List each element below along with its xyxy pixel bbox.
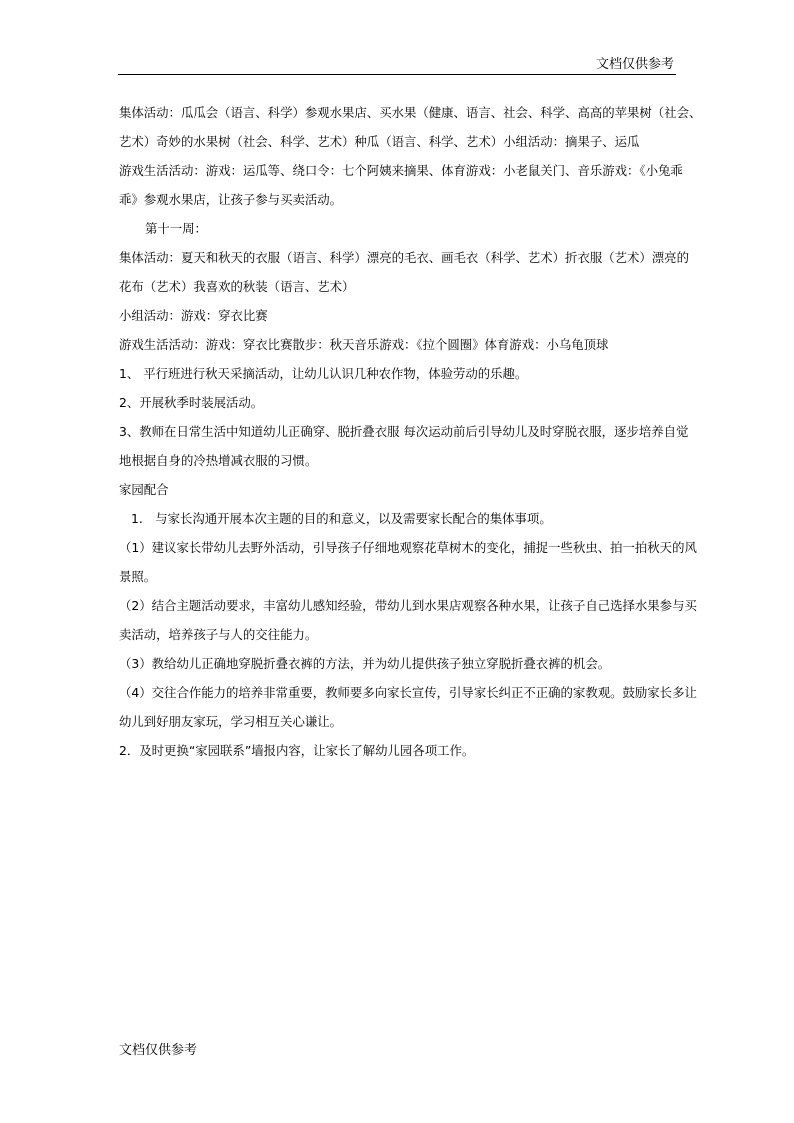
list-item: 2、开展秋季时装展活动。 — [119, 395, 264, 410]
list-item: 1. 与家长沟通开展本次主题的目的和意义，以及需要家长配合的集体事项。 — [131, 511, 552, 526]
list-item: 1、 平行班进行秋天采摘活动，让幼儿认识几种农作物，体验劳动的乐趣。 — [119, 366, 528, 381]
list-item: （3）教给幼儿正确地穿脱折叠衣裤的方法，并为幼儿提供孩子独立穿脱折叠衣裤的机会。 — [119, 656, 611, 671]
text-line: 乖》参观水果店，让孩子参与买卖活动。 — [119, 192, 343, 207]
text-line: 游戏生活活动：游戏：穿衣比赛散步：秋天音乐游戏：《拉个圆圈》体育游戏：小乌龟顶球 — [119, 337, 609, 352]
section-heading-home-school: 家园配合 — [119, 482, 169, 497]
text-line: 游戏生活活动：游戏：运瓜等、绕口令：七个阿姨来摘果、体育游戏：小老鼠关门、音乐游戏：《小兔乖 — [119, 163, 683, 178]
list-item: （2）结合主题活动要求，丰富幼儿感知经验，带幼儿到水果店观察各种水果，让孩子自己选择水果参与买 — [119, 598, 697, 613]
text-line: 地根据自身的冷热增减衣服的习惯。 — [119, 453, 318, 468]
text-line: 景照。 — [119, 569, 157, 584]
text-line: 集体活动：夏天和秋天的衣服（语言、科学）漂亮的毛衣、画毛衣（科学、艺术）折衣服（艺术）漂亮的 — [119, 250, 689, 265]
text-line: 幼儿到好朋友家玩，学习相互关心谦让。 — [119, 714, 343, 729]
document-body — [119, 98, 702, 765]
text-line: 艺术）奇妙的水果树（社会、科学、艺术）种瓜（语言、科学、艺术）小组活动：摘果子、运瓜 — [119, 134, 640, 149]
text-line: 小组活动：游戏：穿衣比赛 — [119, 308, 268, 323]
list-item: （1）建议家长带幼儿去野外活动，引导孩子仔细地观察花草树木的变化，捕捉一些秋虫、拍一拍秋天的风 — [119, 540, 697, 555]
text-line: 集体活动：瓜瓜会（语言、科学）参观水果店、买水果（健康、语言、社会、科学、高高的苹果树（社会、 — [119, 105, 702, 120]
header-divider — [118, 74, 676, 75]
page-header: 文档仅供参考 — [595, 57, 674, 72]
text-line: 卖活动，培养孩子与人的交往能力。 — [119, 627, 318, 642]
list-item: 3、教师在日常生活中知道幼儿正确穿、脱折叠衣服 每次运动前后引导幼儿及时穿脱衣服，逐步培养自觉 — [119, 424, 689, 439]
list-item: 2．及时更换“家园联系”墙报内容，让家长了解幼儿园各项工作。 — [119, 743, 475, 758]
text-line: 花布（艺术）我喜欢的秋装（语言、艺术） — [119, 279, 355, 294]
list-item: （4）交往合作能力的培养非常重要，教师要多向家长宣传，引导家长纠正不正确的家教观。鼓励家长多让 — [119, 685, 697, 700]
page-footer: 文档仅供参考 — [119, 1043, 198, 1058]
section-heading-week-11: 第十一周： — [145, 221, 207, 236]
